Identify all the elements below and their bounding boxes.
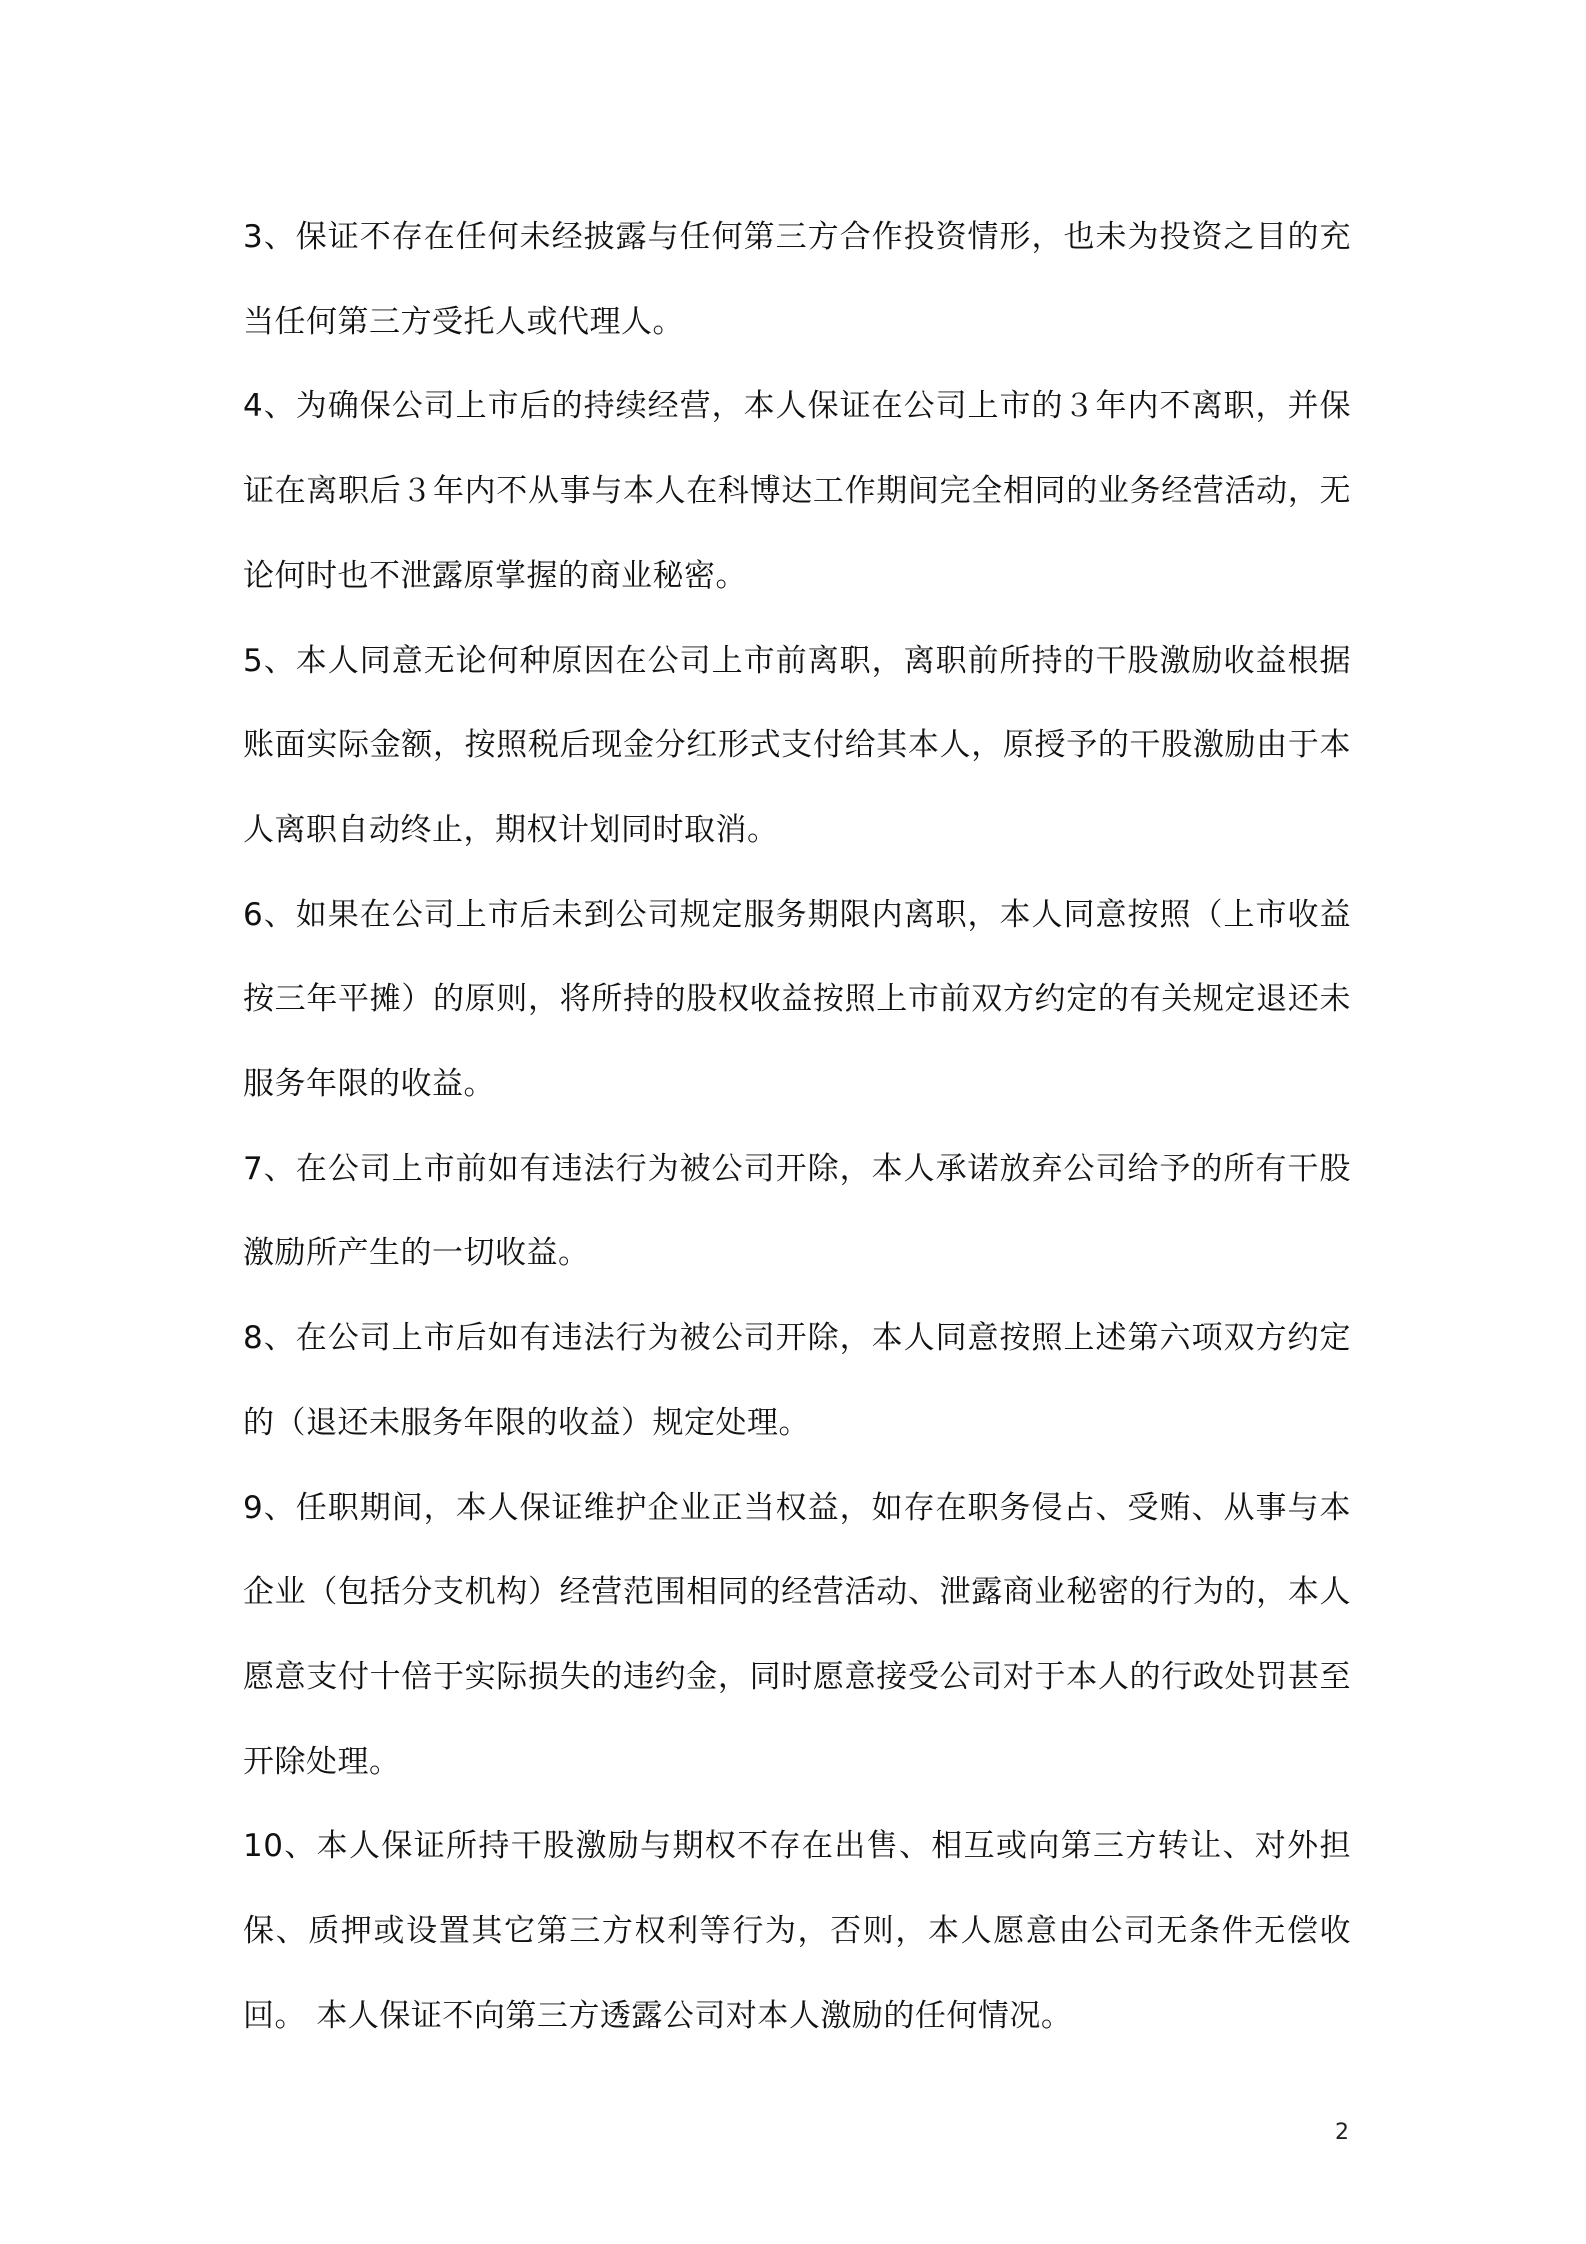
clause-9: 9、任职期间，本人保证维护企业正当权益，如存在职务侵占、受贿、从事与本企业（包括分支机构）经营范围相同的经营活动、泄露商业秘密的行为的，本人愿意支付十倍于实际损失的违约金，同时愿意接受公司对于本人的行政处罚甚至开除处理。	[243, 1489, 1351, 1780]
clause-4: 4、为确保公司上市后的持续经营，本人保证在公司上市的３年内不离职，并保证在离职后３年内不从事与本人在科博达工作期间完全相同的业务经营活动，无论何时也不泄露原掌握的商业秘密。	[243, 388, 1351, 594]
page-number: 2	[1335, 2120, 1349, 2145]
clause-6: 6、如果在公司上市后未到公司规定服务期限内离职，本人同意按照（上市收益按三年平摊）的原则，将所持的股权收益按照上市前双方约定的有关规定退还未服务年限的收益。	[243, 896, 1351, 1103]
clause-8: 8、在公司上市后如有违法行为被公司开除，本人同意按照上述第六项双方约定的（退还未服务年限的收益）规定处理。	[243, 1320, 1351, 1441]
clause-3: 3、保证不存在任何未经披露与任何第三方合作投资情形，也未为投资之目的充当任何第三方受托人或代理人。	[243, 219, 1351, 340]
clause-7: 7、在公司上市前如有违法行为被公司开除，本人承诺放弃公司给予的所有干股激励所产生的一切收益。	[243, 1150, 1351, 1272]
document-body	[243, 195, 1351, 2058]
clause-10: 10、本人保证所持干股激励与期权不存在出售、相互或向第三方转让、对外担保、质押或设置其它第三方权利等行为，否则，本人愿意由公司无条件无偿收回。 本人保证不向第三方透露公司对本人激励的任何情况。	[243, 1828, 1351, 2034]
clause-5: 5、本人同意无论何种原因在公司上市前离职，离职前所持的干股激励收益根据账面实际金额，按照税后现金分红形式支付给其本人，原授予的干股激励由于本人离职自动终止，期权计划同时取消。	[243, 642, 1351, 848]
